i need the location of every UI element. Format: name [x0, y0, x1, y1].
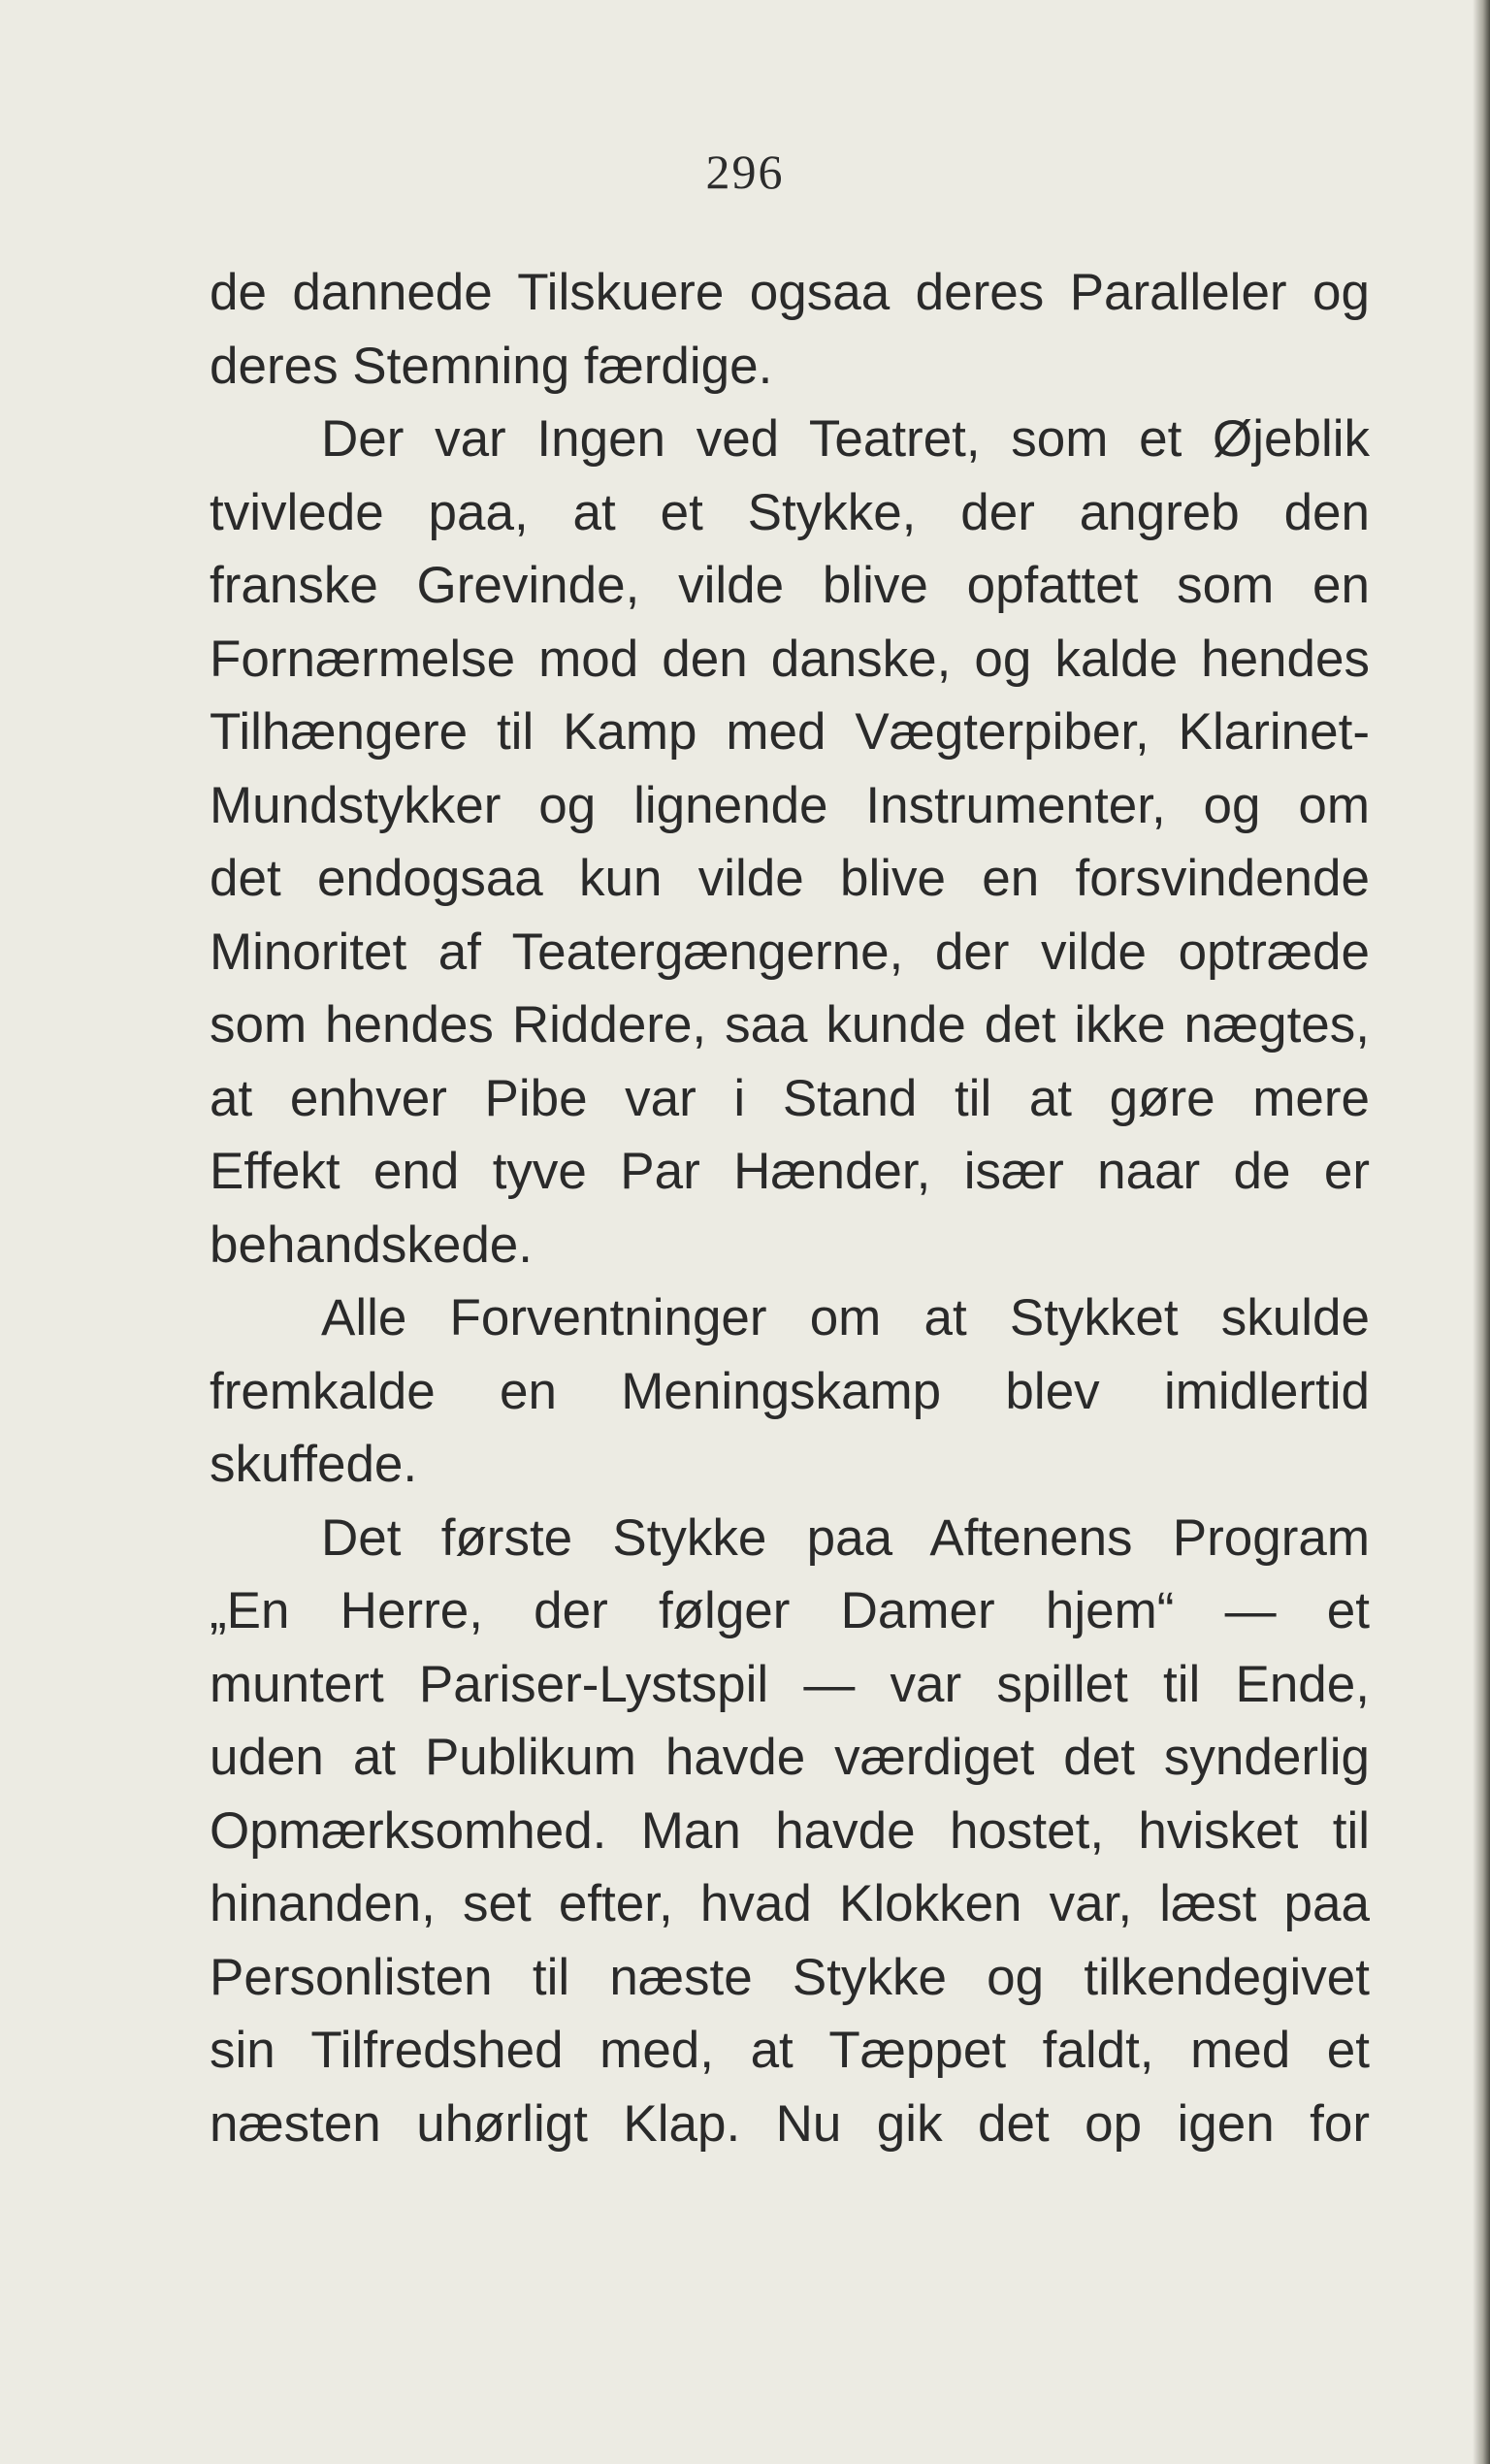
- page-number: 296: [705, 145, 785, 199]
- text-line: tvivlede paa, at et Stykke, der angreb den: [210, 483, 1370, 541]
- text-line: Fornærmelse mod den danske, og kalde hendes: [210, 630, 1370, 688]
- text-line: Personlisten til næste Stykke og tilkendegivet: [210, 1948, 1370, 2006]
- text-line: Det første Stykke paa Aftenens Program: [321, 1508, 1370, 1567]
- text-line: Der var Ingen ved Teatret, som et Øjeblik: [321, 410, 1370, 468]
- text-line: Minoritet af Teatergængerne, der vilde optræde: [210, 923, 1370, 981]
- page-edge-shadow: [1473, 0, 1490, 2464]
- text-line: deres Stemning færdige.: [210, 337, 773, 395]
- text-line: hinanden, set efter, hvad Klokken var, læst paa: [210, 1875, 1370, 1932]
- text-line: skuffede.: [210, 1436, 418, 1493]
- text-line: Effekt end tyve Par Hænder, især naar de er: [210, 1143, 1370, 1200]
- text-line: at enhver Pibe var i Stand til at gøre mere: [210, 1069, 1370, 1127]
- text-line: behandskede.: [210, 1216, 534, 1274]
- text-line: næsten uhørligt Klap. Nu gik det op igen for: [210, 2094, 1370, 2153]
- text-line: fremkalde en Meningskamp blev imidlertid: [210, 1362, 1370, 1420]
- text-line: Tilhængere til Kamp med Vægterpiber, Klarinet-: [210, 703, 1370, 761]
- text-line: Mundstykker og lignende Instrumenter, og om: [210, 776, 1370, 834]
- text-line: uden at Publikum havde værdiget det synderlig: [210, 1729, 1370, 1786]
- text-line: som hendes Riddere, saa kunde det ikke nægtes,: [210, 996, 1370, 1054]
- text-line: Alle Forventninger om at Stykket skulde: [321, 1289, 1370, 1346]
- text-line: „En Herre, der følger Damer hjem“ — et: [210, 1582, 1370, 1639]
- text-line: sin Tilfredshed med, at Tæppet faldt, med et: [210, 2022, 1370, 2079]
- text-line: det endogsaa kun vilde blive en forsvindende: [210, 850, 1370, 907]
- body-text: [210, 256, 1370, 2160]
- text-line: muntert Pariser-Lystspil — var spillet til Ende,: [210, 1655, 1370, 1713]
- text-line: franske Grevinde, vilde blive opfattet som en: [210, 557, 1370, 614]
- text-line: Opmærksomhed. Man havde hostet, hvisket til: [210, 1801, 1370, 1860]
- text-line: de dannede Tilskuere ogsaa deres Paralleler og: [210, 264, 1370, 321]
